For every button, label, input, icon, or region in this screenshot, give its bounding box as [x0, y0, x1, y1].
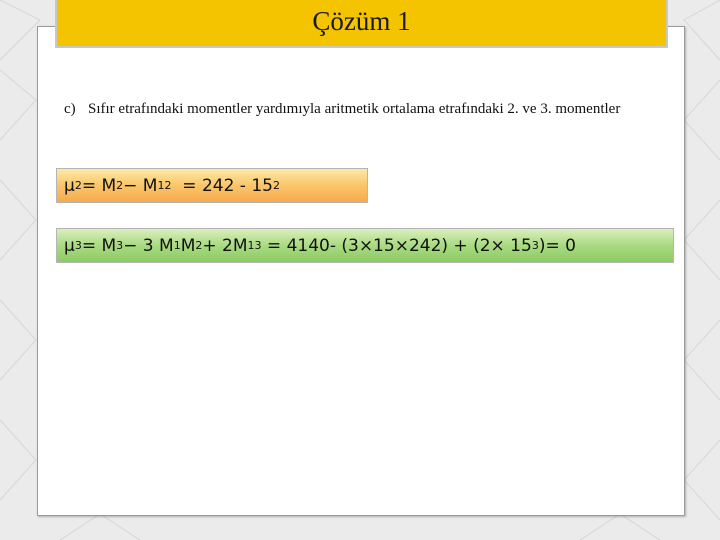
formula-superscript: 3	[531, 239, 539, 252]
formula-subscript: 2	[116, 179, 124, 192]
item-marker: c)	[64, 101, 76, 117]
formula-subscript: 3	[74, 239, 82, 252]
formula-subscript: 2	[195, 239, 203, 252]
formula-term: M	[180, 235, 196, 256]
formula-result-end: )= 0	[538, 235, 576, 256]
formula-term: + 2M	[202, 235, 248, 256]
formula-subscript: 2	[74, 179, 82, 192]
title-banner	[55, 0, 668, 48]
formula-subscript: 1	[247, 239, 255, 252]
list-item	[66, 97, 666, 121]
formula-term: − M	[123, 175, 158, 196]
formula-superscript: 2	[272, 179, 280, 192]
formula-third-moment	[56, 228, 674, 263]
formula-subscript: 1	[157, 179, 165, 192]
formula-term: − 3 M	[123, 235, 174, 256]
formula-subscript: 1	[173, 239, 181, 252]
item-text: Sıfır etrafındaki momentler yardımıyla aritmetik ortalama etrafındaki 2. ve 3. momentler	[88, 101, 621, 117]
formula-result: = 242 - 15	[171, 175, 273, 196]
formula-second-moment	[56, 168, 368, 203]
formula-superscript: 2	[164, 179, 172, 192]
formula-symbol: μ	[64, 175, 75, 196]
formula-result: = 4140- (3×15×242) + (2× 15	[261, 235, 532, 256]
formula-term: = M	[81, 235, 117, 256]
formula-superscript: 3	[254, 239, 262, 252]
formula-subscript: 3	[116, 239, 124, 252]
formula-symbol: μ	[64, 235, 75, 256]
formula-term: = M	[81, 175, 117, 196]
slide-title: Çözüm 1	[312, 6, 411, 36]
